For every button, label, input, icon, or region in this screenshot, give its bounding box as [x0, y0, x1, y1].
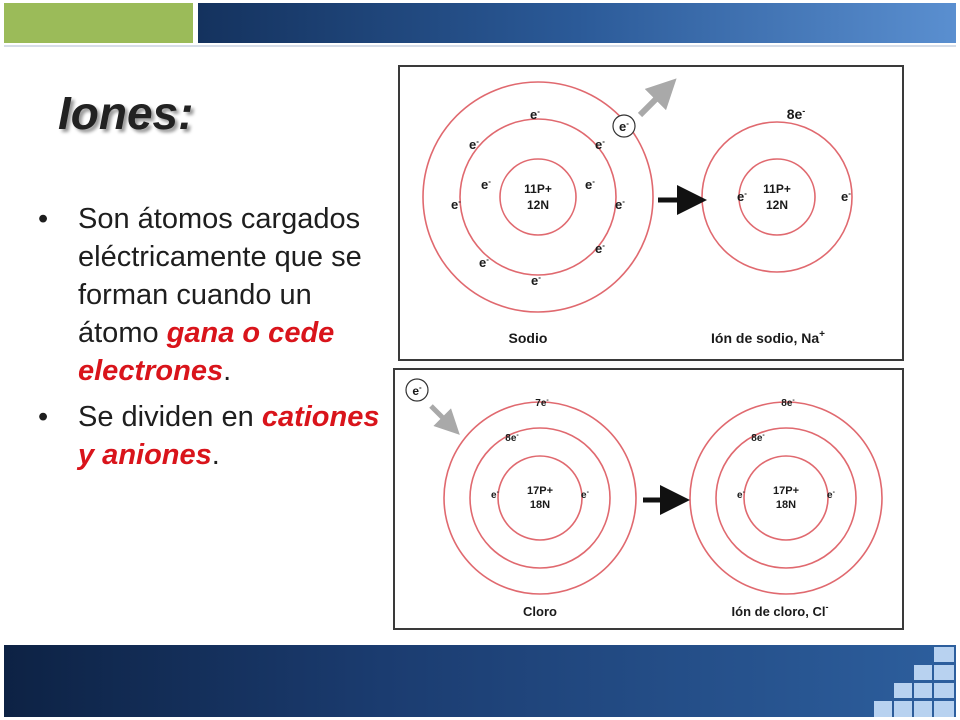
sodium-diagram-panel [398, 65, 904, 361]
electron-label: e- [469, 137, 479, 152]
chlorine-diagram-panel [393, 368, 904, 630]
ion-nucleus-protons: 11P+ [763, 182, 791, 196]
ion-outer-shell-label: 8e- [781, 397, 795, 409]
bullet-text: Son átomos cargados eléctricamente que se forman cuando un átomo [78, 203, 362, 349]
ion-orbit-shell-2 [702, 122, 852, 272]
electron-label: e- [481, 177, 491, 192]
electron-label: e- [615, 197, 625, 212]
electron-label: e- [595, 137, 605, 152]
electron-label: e- [585, 177, 595, 192]
footer-bar [4, 645, 956, 717]
ion-electron-label: e- [827, 489, 835, 501]
header-accent-bar [4, 3, 193, 43]
chlorine-ion-label: Ión de cloro, Cl- [731, 602, 829, 619]
bullet-item [38, 200, 383, 390]
ion-outer-shell-label: 8e- [786, 106, 806, 122]
ion-electron-label: e- [737, 489, 745, 501]
bullet-item [38, 398, 383, 474]
bullet-symbol: • [38, 203, 49, 235]
ion-orbit-shell-1 [744, 456, 828, 540]
electron-label: e- [491, 489, 499, 501]
electron-label: e- [581, 489, 589, 501]
outer-shell-label: 7e- [535, 397, 549, 409]
step-blocks-decoration [836, 645, 956, 717]
electron-label: e- [531, 273, 541, 288]
escaping-electron-label: e- [619, 119, 629, 134]
bullet-highlight: cationes y aniones [78, 401, 380, 471]
electron-label: e- [530, 107, 540, 122]
sodium-diagram [400, 67, 902, 359]
header-divider [4, 45, 956, 47]
bullet-symbol: • [38, 401, 49, 433]
ion-nucleus-protons: 17P+ [773, 485, 799, 497]
slide-title: Iones: [58, 87, 194, 139]
middle-shell-label: 8e- [505, 432, 519, 444]
sodium-label: Sodio [508, 330, 548, 346]
electron-label: e- [479, 255, 489, 270]
escape-arrow-icon [640, 89, 666, 115]
ion-nucleus-neutrons: 12N [765, 198, 789, 212]
ion-nucleus-neutrons: 18N [775, 499, 797, 511]
ion-electron-label: e- [737, 189, 747, 204]
ion-orbit-shell-1 [739, 159, 815, 235]
sodium-ion-label: Ión de sodio, Na+ [711, 329, 825, 346]
nucleus-protons: 11P+ [524, 182, 552, 196]
incoming-arrow-icon [431, 406, 451, 426]
bullet-highlight: gana o cede electrones [78, 317, 335, 387]
bullet-end: . [211, 439, 220, 471]
ion-orbit-shell-3 [690, 402, 882, 594]
nucleus-neutrons: 12N [526, 198, 550, 212]
incoming-electron-label: e- [412, 383, 422, 398]
ion-electron-label: e- [841, 189, 851, 204]
bullet-list [38, 200, 383, 482]
ion-middle-shell-label: 8e- [751, 432, 765, 444]
orbit-shell-2 [460, 119, 616, 275]
chlorine-label: Cloro [523, 604, 557, 619]
bullet-text: Se dividen en [78, 401, 262, 433]
electron-label: e- [451, 197, 461, 212]
orbit-shell-1 [500, 159, 576, 235]
nucleus-neutrons: 18N [529, 499, 551, 511]
orbit-shell-1 [498, 456, 582, 540]
chlorine-diagram [395, 370, 902, 628]
bullet-end: . [223, 355, 232, 387]
nucleus-protons: 17P+ [527, 485, 553, 497]
electron-label: e- [595, 241, 605, 256]
header-bar [198, 3, 956, 43]
orbit-shell-3 [444, 402, 636, 594]
